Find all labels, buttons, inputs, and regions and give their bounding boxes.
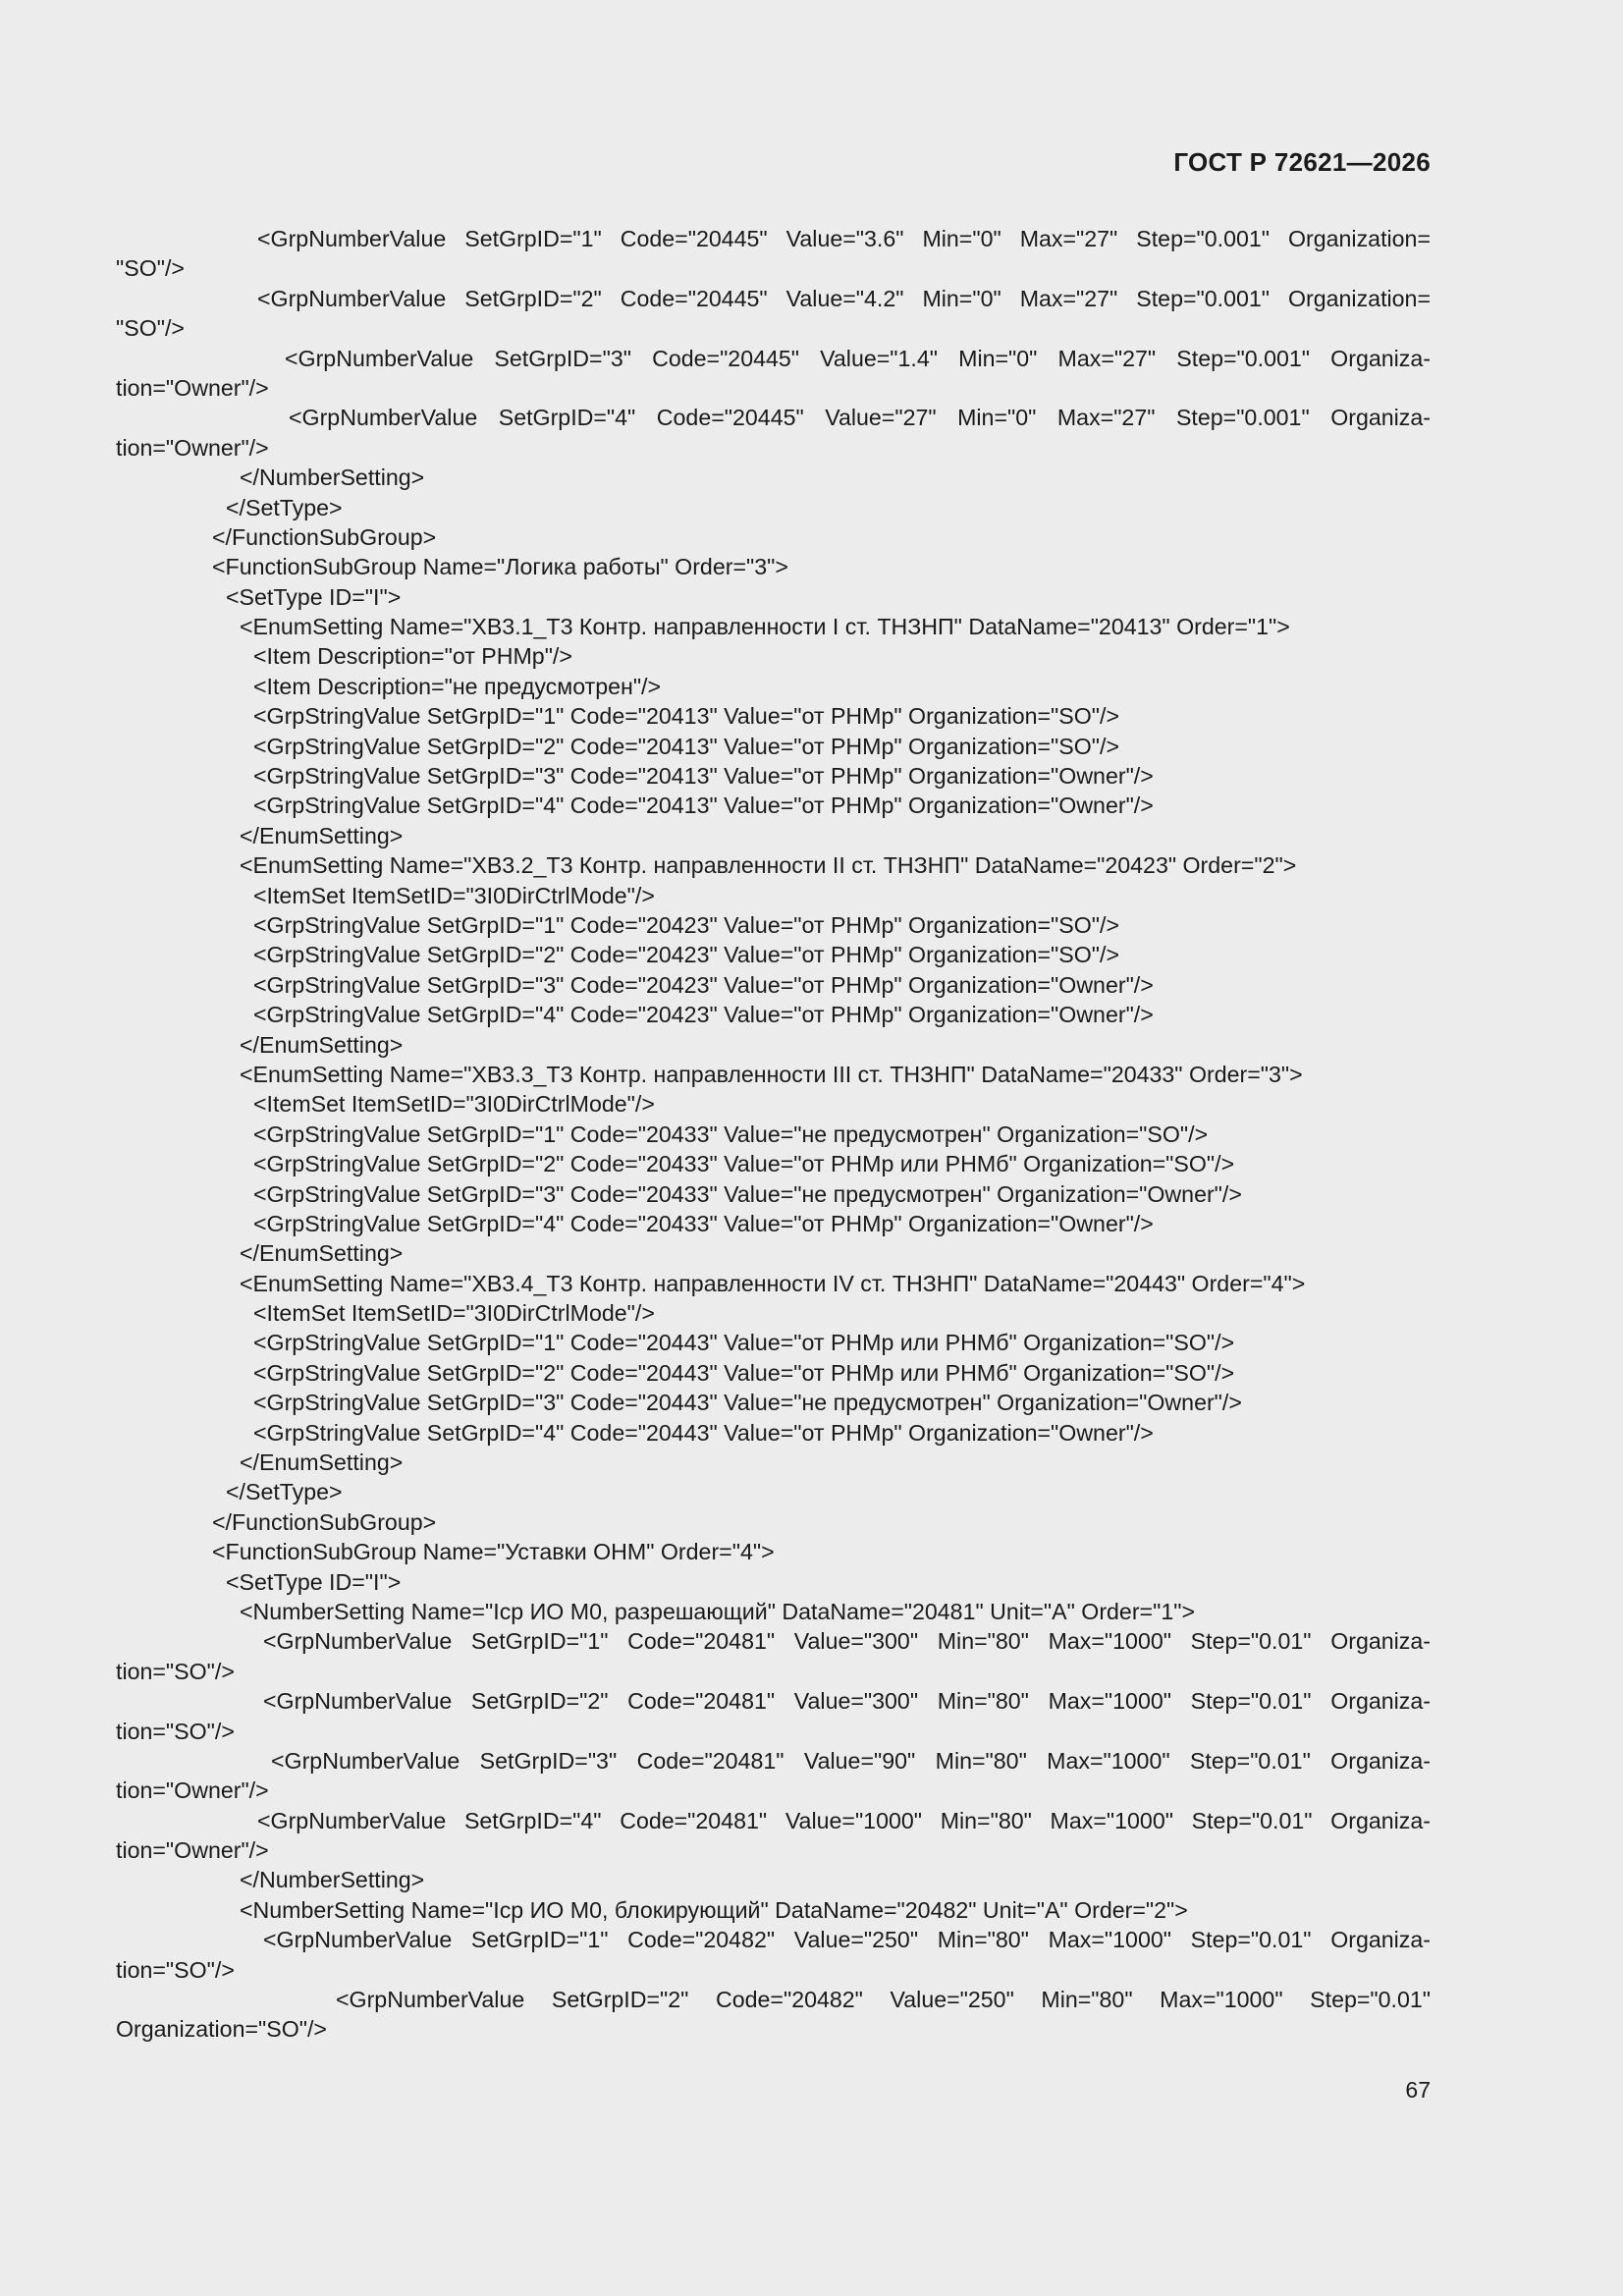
- code-line: <GrpNumberValue SetGrpID="4" Code="20481" Value="1000" Min="80" Max="1000" Step="0.01" Organiza-: [257, 1807, 1431, 1833]
- code-line: <ItemSet ItemSetID="3I0DirCtrlMode"/>: [253, 1300, 655, 1327]
- code-line: tion="Owner"/>: [116, 1837, 269, 1864]
- code-line: <GrpStringValue SetGrpID="2" Code="20423" Value="от РНМр" Organization="SO"/>: [253, 942, 1119, 968]
- code-line: </EnumSetting>: [240, 1240, 404, 1267]
- code-line: </EnumSetting>: [240, 1031, 404, 1058]
- code-line: <FunctionSubGroup Name="Уставки ОНМ" Order="4">: [212, 1539, 775, 1565]
- code-line: <GrpNumberValue SetGrpID="2" Code="20445" Value="4.2" Min="0" Max="27" Step="0.001" Organization=: [257, 285, 1431, 311]
- code-line: <GrpStringValue SetGrpID="2" Code="20413" Value="от РНМр" Organization="SO"/>: [253, 733, 1119, 759]
- code-line: "SO"/>: [116, 255, 185, 282]
- code-line: </FunctionSubGroup>: [212, 523, 437, 550]
- code-line: </NumberSetting>: [240, 465, 425, 491]
- code-line: <GrpStringValue SetGrpID="2" Code="20443" Value="от РНМр или РНМб" Organization="SO"/>: [253, 1359, 1235, 1386]
- code-line: tion="Owner"/>: [116, 1777, 269, 1804]
- code-line: <NumberSetting Name="Iср ИО М0, блокирующий" DataName="20482" Unit="А" Order="2">: [240, 1896, 1188, 1923]
- code-line: <GrpNumberValue SetGrpID="1" Code="20445" Value="3.6" Min="0" Max="27" Step="0.001" Organization=: [257, 226, 1431, 251]
- code-line: <FunctionSubGroup Name="Логика работы" Order="3">: [212, 554, 788, 580]
- code-line: <GrpStringValue SetGrpID="4" Code="20423" Value="от РНМр" Organization="Owner"/>: [253, 1002, 1154, 1028]
- code-line: <GrpStringValue SetGrpID="1" Code="20433" Value="не предусмотрен" Organization="SO"/>: [253, 1121, 1209, 1147]
- code-line: <EnumSetting Name="ХВ3.3_Т3 Контр. направленности III ст. ТНЗНП" DataName="20433" Order="3">: [240, 1061, 1303, 1087]
- code-line: <EnumSetting Name="ХВ3.4_Т3 Контр. направленности IV ст. ТНЗНП" DataName="20443" Order="4">: [240, 1270, 1306, 1296]
- code-line: <GrpNumberValue SetGrpID="4" Code="20445" Value="27" Min="0" Max="27" Step="0.001" Organiza-: [289, 405, 1431, 431]
- code-line: <GrpNumberValue SetGrpID="2" Code="20481" Value="300" Min="80" Max="1000" Step="0.01" Organiza-: [263, 1688, 1431, 1715]
- code-line: <GrpStringValue SetGrpID="1" Code="20423" Value="от РНМр" Organization="SO"/>: [253, 911, 1119, 938]
- code-line: Organization="SO"/>: [116, 2016, 327, 2043]
- code-line: <GrpNumberValue SetGrpID="3" Code="20445" Value="1.4" Min="0" Max="27" Step="0.001" Organiza-: [285, 345, 1431, 371]
- code-line: <Item Description="от РНМр"/>: [253, 643, 572, 670]
- code-line: </SetType>: [226, 1479, 343, 1505]
- code-line: <GrpStringValue SetGrpID="3" Code="20423" Value="от РНМр" Organization="Owner"/>: [253, 971, 1154, 998]
- code-line: <GrpStringValue SetGrpID="1" Code="20413" Value="от РНМр" Organization="SO"/>: [253, 703, 1119, 730]
- page-number: 67: [1405, 2077, 1431, 2103]
- code-line: <NumberSetting Name="Iср ИО М0, разрешающий" DataName="20481" Unit="А" Order="1">: [240, 1598, 1195, 1624]
- document-header: ГОСТ Р 72621—2026: [1173, 147, 1431, 177]
- code-line: tion="SO"/>: [116, 1658, 235, 1684]
- code-line: <GrpStringValue SetGrpID="3" Code="20433" Value="не предусмотрен" Organization="Owner"/>: [253, 1180, 1242, 1207]
- code-line: <Item Description="не предусмотрен"/>: [253, 673, 662, 699]
- code-line: tion="SO"/>: [116, 1718, 235, 1744]
- code-line: <GrpNumberValue SetGrpID="1" Code="20482" Value="250" Min="80" Max="1000" Step="0.01" Organiza-: [263, 1927, 1431, 1953]
- code-line: </FunctionSubGroup>: [212, 1508, 437, 1535]
- code-line: <ItemSet ItemSetID="3I0DirCtrlMode"/>: [253, 1091, 655, 1118]
- code-line: <SetType ID="I">: [226, 1568, 402, 1595]
- xml-listing: [116, 224, 1431, 2045]
- code-line: <GrpStringValue SetGrpID="3" Code="20413" Value="от РНМр" Organization="Owner"/>: [253, 763, 1154, 790]
- code-line: <GrpStringValue SetGrpID="3" Code="20443" Value="не предусмотрен" Organization="Owner"/>: [253, 1390, 1242, 1416]
- code-line: <GrpStringValue SetGrpID="2" Code="20433" Value="от РНМр или РНМб" Organization="SO"/>: [253, 1151, 1235, 1177]
- code-line: <GrpNumberValue SetGrpID="3" Code="20481" Value="90" Min="80" Max="1000" Step="0.01" Organiza-: [271, 1747, 1431, 1774]
- code-line: <GrpStringValue SetGrpID="4" Code="20413" Value="от РНМр" Organization="Owner"/>: [253, 793, 1154, 819]
- code-line: <GrpStringValue SetGrpID="4" Code="20433" Value="от РНМр" Organization="Owner"/>: [253, 1210, 1154, 1236]
- code-line: <SetType ID="I">: [226, 583, 402, 610]
- code-line: "SO"/>: [116, 315, 185, 342]
- code-line: tion="SO"/>: [116, 1956, 235, 1983]
- code-line: <EnumSetting Name="ХВ3.1_Т3 Контр. направленности I ст. ТНЗНП" DataName="20413" Order="1">: [240, 614, 1290, 640]
- code-line: </EnumSetting>: [240, 1449, 404, 1476]
- code-line: <GrpStringValue SetGrpID="1" Code="20443" Value="от РНМр или РНМб" Organization="SO"/>: [253, 1330, 1235, 1356]
- code-line: <ItemSet ItemSetID="3I0DirCtrlMode"/>: [253, 882, 655, 908]
- code-line: tion="Owner"/>: [116, 374, 269, 401]
- code-line: <EnumSetting Name="ХВ3.2_Т3 Контр. направленности II ст. ТНЗНП" DataName="20423" Order="2">: [240, 852, 1297, 879]
- code-line: </EnumSetting>: [240, 822, 404, 848]
- code-line: </NumberSetting>: [240, 1867, 425, 1893]
- code-line: <GrpNumberValue SetGrpID="2" Code="20482" Value="250" Min="80" Max="1000" Step="0.01": [336, 1987, 1431, 2013]
- code-line: tion="Owner"/>: [116, 434, 269, 461]
- code-line: <GrpNumberValue SetGrpID="1" Code="20481" Value="300" Min="80" Max="1000" Step="0.01" Organiza-: [263, 1628, 1431, 1655]
- code-line: <GrpStringValue SetGrpID="4" Code="20443" Value="от РНМр" Organization="Owner"/>: [253, 1419, 1154, 1446]
- code-line: </SetType>: [226, 494, 343, 520]
